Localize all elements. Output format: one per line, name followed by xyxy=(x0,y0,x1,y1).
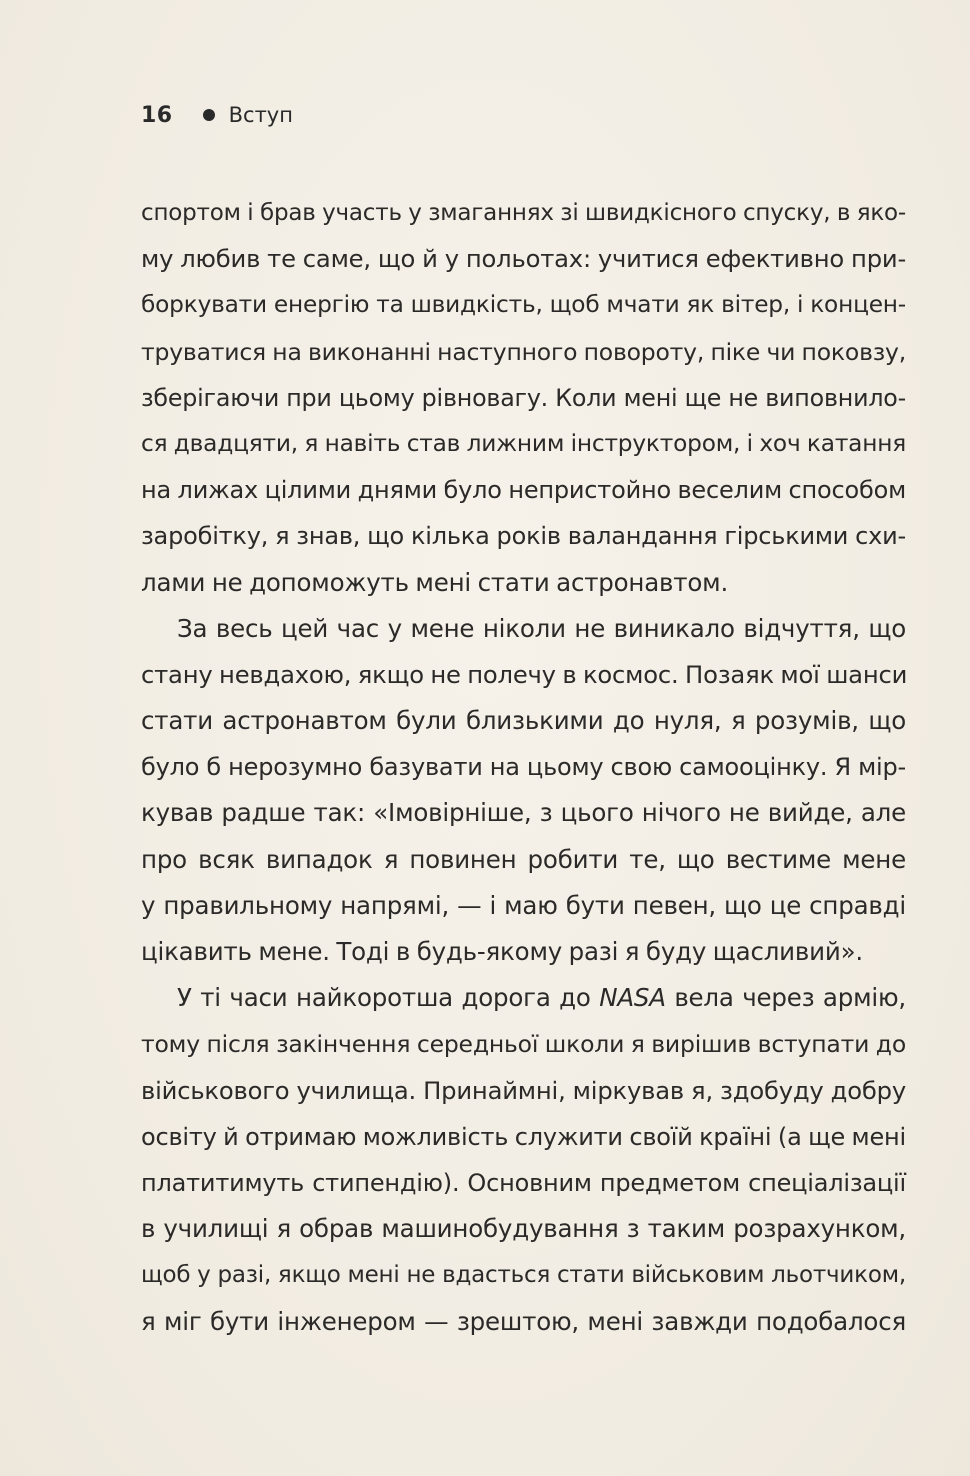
body-text xyxy=(141,190,906,1345)
text-line: платитимуть стипендію). Основним предметом спеціалізації xyxy=(141,1168,906,1197)
text-line: на лижах цілими днями було непристойно веселим способом xyxy=(141,476,906,505)
nasa-italic: NASA xyxy=(599,983,666,1013)
running-header xyxy=(141,98,293,132)
text-fragment: вела через армію, xyxy=(665,983,906,1013)
text-line: му любив те саме, що й у польотах: учитися ефективно при- xyxy=(141,244,906,274)
text-line: було б нерозумно базувати на цьому свою самооцінку. Я мір- xyxy=(141,753,906,782)
text-line: труватися на виконанні наступного повороту, піке чи поковзу, xyxy=(141,337,906,366)
text-line: про всяк випадок я повинен робити те, що вестиме мене xyxy=(141,844,906,874)
text-line: боркувати енергію та швидкість, щоб мчати як вітер, і концен- xyxy=(141,291,906,319)
text-line: кував радше так: «Імовірніше, з цього нічого не вийде, але xyxy=(141,798,906,828)
text-line: щоб у разі, якщо мені не вдасться стати військовим льотчиком, xyxy=(141,1262,906,1289)
text-line: освіту й отримаю можливість служити своїй країні (а ще мені xyxy=(141,1122,906,1151)
paragraph-3 xyxy=(141,975,906,1345)
text-line: заробітку, я знав, що кілька років валандання гірськими схи- xyxy=(141,522,906,551)
section-title: Вступ xyxy=(228,103,293,127)
paragraph-1 xyxy=(141,190,906,606)
paragraph-2 xyxy=(141,606,906,976)
text-line: я міг бути інженером — зрештою, мені завжди подобалося xyxy=(141,1306,906,1336)
text-line: стану невдахою, якщо не полечу в космос. Позаяк мої шанси xyxy=(141,659,908,689)
text-line: спортом і брав участь у змаганнях зі швидкісного спуску, в яко- xyxy=(141,200,906,226)
text-line: у правильному напрямі, — і маю бути певен, що це справді xyxy=(141,890,906,920)
text-line: ся двадцяти, я навіть став лижним інструктором, і хоч катання xyxy=(141,429,906,457)
text-line: стати астронавтом були близькими до нуля, я розумів, що xyxy=(141,706,906,736)
text-line: військового училища. Принаймні, міркував я, здобуду добру xyxy=(141,1075,906,1105)
bullet-separator-icon xyxy=(203,109,215,121)
text-line: За весь цей час у мене ніколи не виникало відчуття, що xyxy=(177,613,906,643)
page-number: 16 xyxy=(141,102,173,128)
text-fragment: У ті часи найкоротша дорога до xyxy=(177,983,600,1013)
text-line: в училищі я обрав машинобудування з таким розрахунком, xyxy=(141,1214,906,1244)
text-line: цікавить мене. Тоді в будь-якому разі я буду щасливий». xyxy=(141,937,863,966)
text-line: зберігаючи при цьому рівновагу. Коли мені ще не виповнило- xyxy=(141,383,906,412)
text-line: тому після закінчення середньої школи я вирішив вступати до xyxy=(141,1030,906,1059)
text-line xyxy=(141,975,906,1021)
text-line: лами не допоможуть мені стати астронавтом. xyxy=(141,567,729,597)
